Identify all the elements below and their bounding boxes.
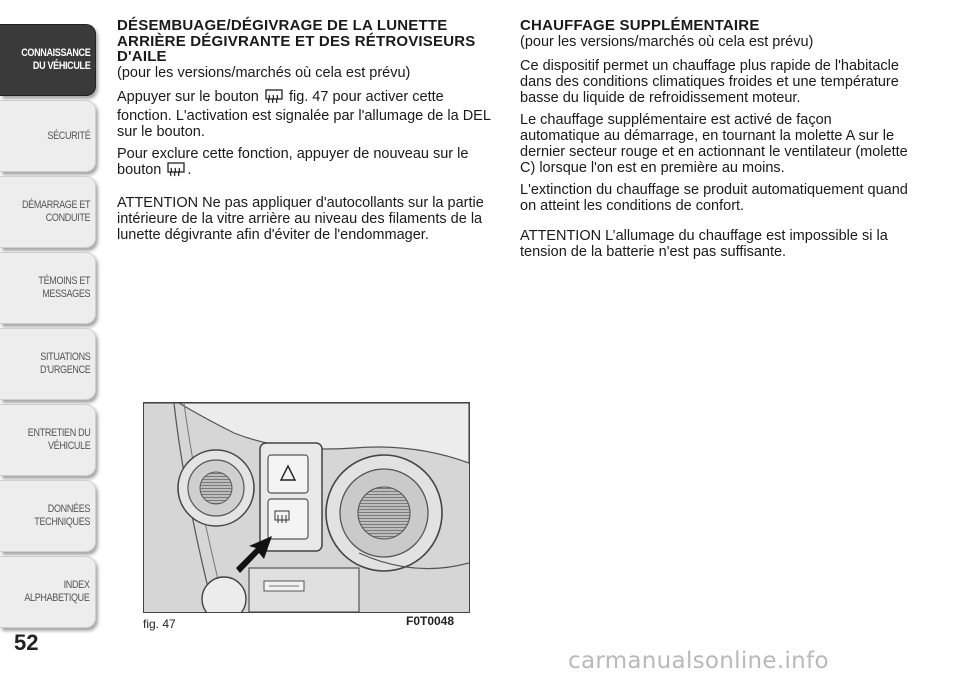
tab-label: DÉMARRAGE ET CONDUITE (21, 199, 90, 224)
left-column (117, 18, 497, 249)
tab-entretien-du-vehicule[interactable] (0, 404, 96, 476)
tab-securite[interactable] (0, 100, 96, 172)
paragraph-activate (117, 89, 497, 140)
attention-defrost: ATTENTION Ne pas appliquer d'autocollants sur la partie intérieure de la vitre arrière au niveau des filaments de la lunette dégivrante afin d'éviter de l'endommager. (117, 194, 484, 243)
tab-label: CONNAISSANCE DU VÉHICULE (20, 47, 90, 72)
attention-heater: ATTENTION L’allumage du chauffage est impossible si la tension de la batterie n'est pas suffisante. (520, 227, 888, 260)
section-heading-heater: CHAUFFAGE SUPPLÉMENTAIRE (520, 17, 760, 34)
tab-donnees-techniques[interactable] (0, 480, 96, 552)
tab-temoins-et-messages[interactable] (0, 252, 96, 324)
right-column (520, 18, 910, 266)
section-heading-defrost: DÉSEMBUAGE/DÉGIVRAGE DE LA LUNETTE ARRIÈRE DÉGIVRANTE ET DES RÉTROVISEURS D'AILE (117, 17, 476, 65)
tab-label: SÉCURITÉ (47, 129, 90, 142)
tab-label: TÉMOINS ET MESSAGES (38, 275, 90, 300)
rear-window-defrost-icon (265, 89, 283, 108)
figure-caption: fig. 47 (143, 617, 176, 631)
page-number: 52 (14, 630, 39, 655)
text: Pour exclure cette fonction, appuyer de nouveau sur le bouton (117, 145, 469, 178)
tab-connaissance-du-vehicule[interactable] (0, 24, 96, 96)
figure-dashboard-vents (143, 402, 470, 613)
paragraph-deactivate (117, 146, 497, 181)
figure-code: F0T0048 (406, 614, 455, 628)
rear-window-defrost-icon (167, 162, 185, 181)
tab-index-alphabetique[interactable] (0, 556, 96, 628)
watermark: carmanualsonline.info (568, 648, 829, 674)
text: . (187, 161, 192, 178)
availability-note: (pour les versions/marchés où cela est prévu) (117, 64, 411, 81)
tab-label: SITUATIONS D'URGENCE (39, 351, 90, 376)
text: fig. 47 pour activer cette fonction. L'activation est signalée par l'allumage de la DEL sur le bouton. (117, 88, 491, 140)
text: Appuyer sur le bouton (117, 88, 259, 105)
dashboard-illustration (144, 403, 469, 612)
paragraph-heater-activation: Le chauffage supplémentaire est activé de façon automatique au démarrage, en tournant la molette A sur le dernier secteur rouge et en actionnant le ventilateur (molette C) lorsque l'on est en première au moins. (520, 111, 908, 176)
tab-demarrage-et-conduite[interactable] (0, 176, 96, 248)
chapter-sidebar (0, 20, 100, 630)
tab-situations-d-urgence[interactable] (0, 328, 96, 400)
paragraph-heater-off: L'extinction du chauffage se produit automatiquement quand on atteint les conditions de confort. (520, 181, 908, 214)
availability-note: (pour les versions/marchés où cela est prévu) (520, 33, 814, 50)
paragraph-heater-intro: Ce dispositif permet un chauffage plus rapide de l'habitacle dans des conditions climatiques froides et une température basse du liquide de refroidissement moteur. (520, 57, 899, 106)
tab-label: DONNÉES TECHNIQUES (34, 503, 90, 528)
tab-label: INDEX ALPHABETIQUE (24, 579, 90, 604)
tab-label: ENTRETIEN DU VÉHICULE (27, 427, 90, 452)
